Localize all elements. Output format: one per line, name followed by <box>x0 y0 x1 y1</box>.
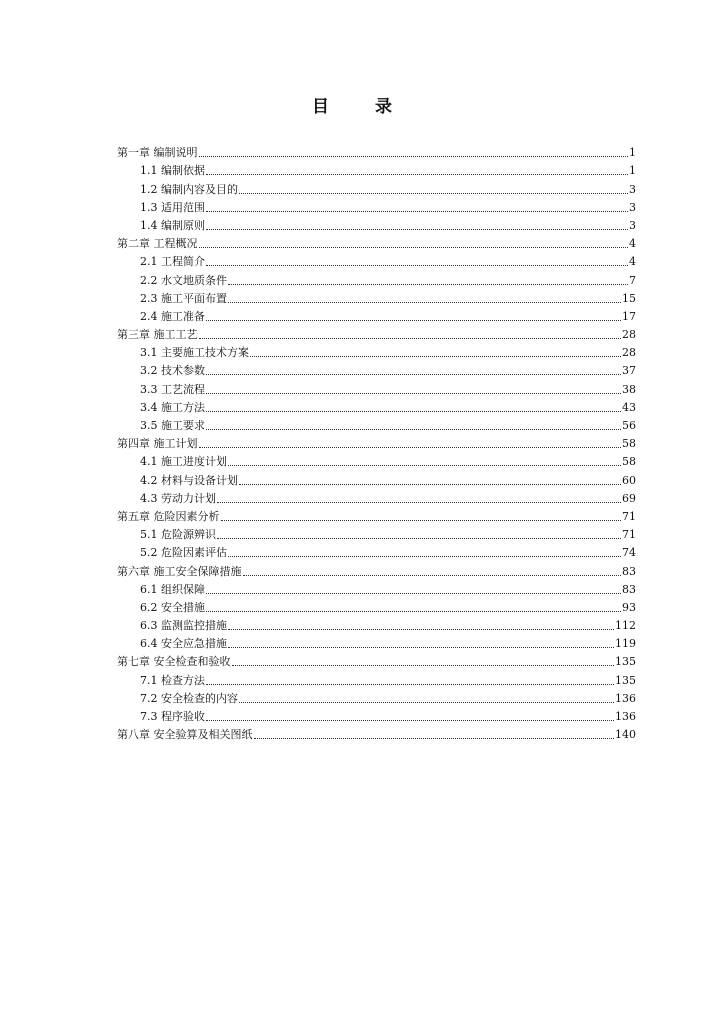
toc-entry-page-number: 7 <box>629 273 636 287</box>
toc-section-entry[interactable] <box>117 597 636 615</box>
toc-entry-label: 4.1 施工进度计划 <box>140 455 227 469</box>
table-of-contents <box>117 142 636 742</box>
toc-chapter-entry[interactable] <box>117 651 636 669</box>
toc-section-entry[interactable] <box>117 451 636 469</box>
toc-dot-leader <box>228 629 614 630</box>
toc-section-entry[interactable] <box>117 579 636 597</box>
toc-entry-page-number: 135 <box>615 673 636 687</box>
toc-chapter-entry[interactable] <box>117 506 636 524</box>
toc-dot-leader <box>206 593 621 594</box>
toc-dot-leader <box>199 156 629 157</box>
toc-dot-leader <box>243 575 622 576</box>
toc-dot-leader <box>199 447 622 448</box>
toc-dot-leader <box>221 520 622 521</box>
toc-entry-page-number: 4 <box>629 237 636 251</box>
toc-dot-leader <box>206 411 621 412</box>
toc-section-entry[interactable] <box>117 706 636 724</box>
toc-chapter-entry[interactable] <box>117 324 636 342</box>
toc-section-entry[interactable] <box>117 542 636 560</box>
toc-dot-leader <box>228 647 614 648</box>
toc-section-entry[interactable] <box>117 633 636 651</box>
toc-section-entry[interactable] <box>117 378 636 396</box>
toc-entry-page-number: 136 <box>615 691 636 705</box>
toc-entry-page-number: 3 <box>629 200 636 214</box>
toc-section-entry[interactable] <box>117 160 636 178</box>
toc-entry-label: 2.3 施工平面布置 <box>140 291 227 305</box>
toc-entry-label: 2.4 施工准备 <box>140 309 205 323</box>
toc-entry-page-number: 135 <box>615 655 636 669</box>
toc-dot-leader <box>206 229 628 230</box>
toc-entry-label: 3.3 工艺流程 <box>140 382 205 396</box>
toc-dot-leader <box>206 320 621 321</box>
toc-section-entry[interactable] <box>117 688 636 706</box>
toc-entry-page-number: 83 <box>622 564 636 578</box>
toc-entry-page-number: 1 <box>629 164 636 178</box>
toc-entry-label: 第四章 施工计划 <box>117 437 198 451</box>
toc-section-entry[interactable] <box>117 397 636 415</box>
toc-entry-label: 第五章 危险因素分析 <box>117 509 220 523</box>
toc-section-entry[interactable] <box>117 197 636 215</box>
toc-entry-label: 7.2 安全检查的内容 <box>140 691 238 705</box>
toc-entry-label: 7.1 检查方法 <box>140 673 205 687</box>
toc-entry-page-number: 69 <box>622 491 636 505</box>
toc-entry-label: 2.1 工程简介 <box>140 255 205 269</box>
toc-dot-leader <box>206 174 628 175</box>
toc-chapter-entry[interactable] <box>117 142 636 160</box>
toc-section-entry[interactable] <box>117 288 636 306</box>
toc-section-entry[interactable] <box>117 488 636 506</box>
toc-entry-page-number: 4 <box>629 255 636 269</box>
toc-entry-page-number: 136 <box>615 710 636 723</box>
toc-entry-page-number: 56 <box>622 419 636 432</box>
toc-entry-page-number: 1 <box>629 146 636 160</box>
toc-entry-label: 3.1 主要施工技术方案 <box>140 346 249 360</box>
toc-chapter-entry[interactable] <box>117 724 636 742</box>
toc-entry-label: 第三章 施工工艺 <box>117 328 198 342</box>
toc-section-entry[interactable] <box>117 669 636 687</box>
toc-entry-page-number: 93 <box>622 600 636 614</box>
toc-section-entry[interactable] <box>117 415 636 433</box>
toc-entry-label: 1.3 适用范围 <box>140 200 205 214</box>
toc-entry-page-number: 119 <box>615 637 636 651</box>
toc-dot-leader <box>228 465 621 466</box>
toc-section-entry[interactable] <box>117 524 636 542</box>
toc-entry-label: 5.2 危险因素评估 <box>140 546 227 560</box>
toc-dot-leader <box>206 374 621 375</box>
toc-entry-page-number: 37 <box>622 364 636 378</box>
toc-dot-leader <box>206 265 628 266</box>
toc-dot-leader <box>217 502 621 503</box>
toc-entry-page-number: 43 <box>622 400 636 414</box>
toc-entry-page-number: 112 <box>615 619 636 633</box>
toc-entry-label: 3.5 施工要求 <box>140 419 205 432</box>
toc-entry-page-number: 3 <box>629 182 636 196</box>
toc-entry-label: 2.2 水文地质条件 <box>140 273 227 287</box>
toc-entry-page-number: 15 <box>622 291 636 305</box>
toc-entry-page-number: 3 <box>629 218 636 232</box>
toc-dot-leader <box>232 665 615 666</box>
toc-entry-label: 3.4 施工方法 <box>140 400 205 414</box>
toc-section-entry[interactable] <box>117 269 636 287</box>
toc-dot-leader <box>206 393 621 394</box>
toc-dot-leader <box>199 338 622 339</box>
toc-entry-label: 第一章 编制说明 <box>117 146 198 160</box>
toc-entry-page-number: 140 <box>615 728 636 742</box>
toc-entry-label: 6.3 监测监控措施 <box>140 619 227 633</box>
toc-entry-label: 第二章 工程概况 <box>117 237 198 251</box>
toc-entry-label: 7.3 程序验收 <box>140 710 205 723</box>
toc-entry-page-number: 28 <box>622 346 636 360</box>
toc-section-entry[interactable] <box>117 215 636 233</box>
toc-entry-page-number: 60 <box>622 473 636 487</box>
toc-dot-leader <box>239 702 614 703</box>
toc-entry-label: 1.2 编制内容及目的 <box>140 182 238 196</box>
toc-dot-leader <box>199 247 629 248</box>
toc-entry-label: 6.1 组织保障 <box>140 582 205 596</box>
toc-entry-page-number: 74 <box>622 546 636 560</box>
toc-dot-leader <box>228 556 621 557</box>
toc-entry-page-number: 28 <box>622 328 636 342</box>
toc-section-entry[interactable] <box>117 178 636 196</box>
toc-dot-leader <box>228 284 628 285</box>
toc-dot-leader <box>217 538 621 539</box>
toc-dot-leader <box>250 356 621 357</box>
toc-chapter-entry[interactable] <box>117 233 636 251</box>
toc-dot-leader <box>254 738 615 739</box>
toc-entry-label: 1.4 编制原则 <box>140 218 205 232</box>
toc-entry-page-number: 83 <box>622 582 636 596</box>
toc-section-entry[interactable] <box>117 615 636 633</box>
toc-entry-label: 第八章 安全验算及相关图纸 <box>117 728 253 742</box>
toc-entry-page-number: 71 <box>622 528 636 542</box>
toc-section-entry[interactable] <box>117 469 636 487</box>
toc-entry-page-number: 38 <box>622 382 636 396</box>
toc-dot-leader <box>206 720 614 721</box>
toc-entry-label: 6.4 安全应急措施 <box>140 637 227 651</box>
toc-entry-label: 4.2 材料与设备计划 <box>140 473 238 487</box>
toc-chapter-entry[interactable] <box>117 560 636 578</box>
toc-entry-label: 6.2 安全措施 <box>140 600 205 614</box>
toc-section-entry[interactable] <box>117 342 636 360</box>
toc-dot-leader <box>239 193 628 194</box>
toc-dot-leader <box>206 611 621 612</box>
toc-section-entry[interactable] <box>117 306 636 324</box>
toc-dot-leader <box>206 211 628 212</box>
toc-entry-label: 3.2 技术参数 <box>140 364 205 378</box>
toc-title: 目 录 <box>312 97 412 117</box>
toc-chapter-entry[interactable] <box>117 433 636 451</box>
toc-section-entry[interactable] <box>117 360 636 378</box>
toc-entry-label: 1.1 编制依据 <box>140 164 205 178</box>
toc-entry-label: 第六章 施工安全保障措施 <box>117 564 242 578</box>
toc-dot-leader <box>206 429 621 430</box>
toc-dot-leader <box>228 302 621 303</box>
toc-entry-label: 第七章 安全检查和验收 <box>117 655 231 669</box>
toc-entry-page-number: 58 <box>622 437 636 451</box>
toc-entry-page-number: 71 <box>622 509 636 523</box>
toc-entry-label: 4.3 劳动力计划 <box>140 491 216 505</box>
toc-dot-leader <box>239 484 621 485</box>
toc-entry-page-number: 58 <box>622 455 636 469</box>
toc-dot-leader <box>206 684 614 685</box>
toc-entry-page-number: 17 <box>622 309 636 323</box>
toc-entry-label: 5.1 危险源辨识 <box>140 528 216 542</box>
toc-section-entry[interactable] <box>117 251 636 269</box>
